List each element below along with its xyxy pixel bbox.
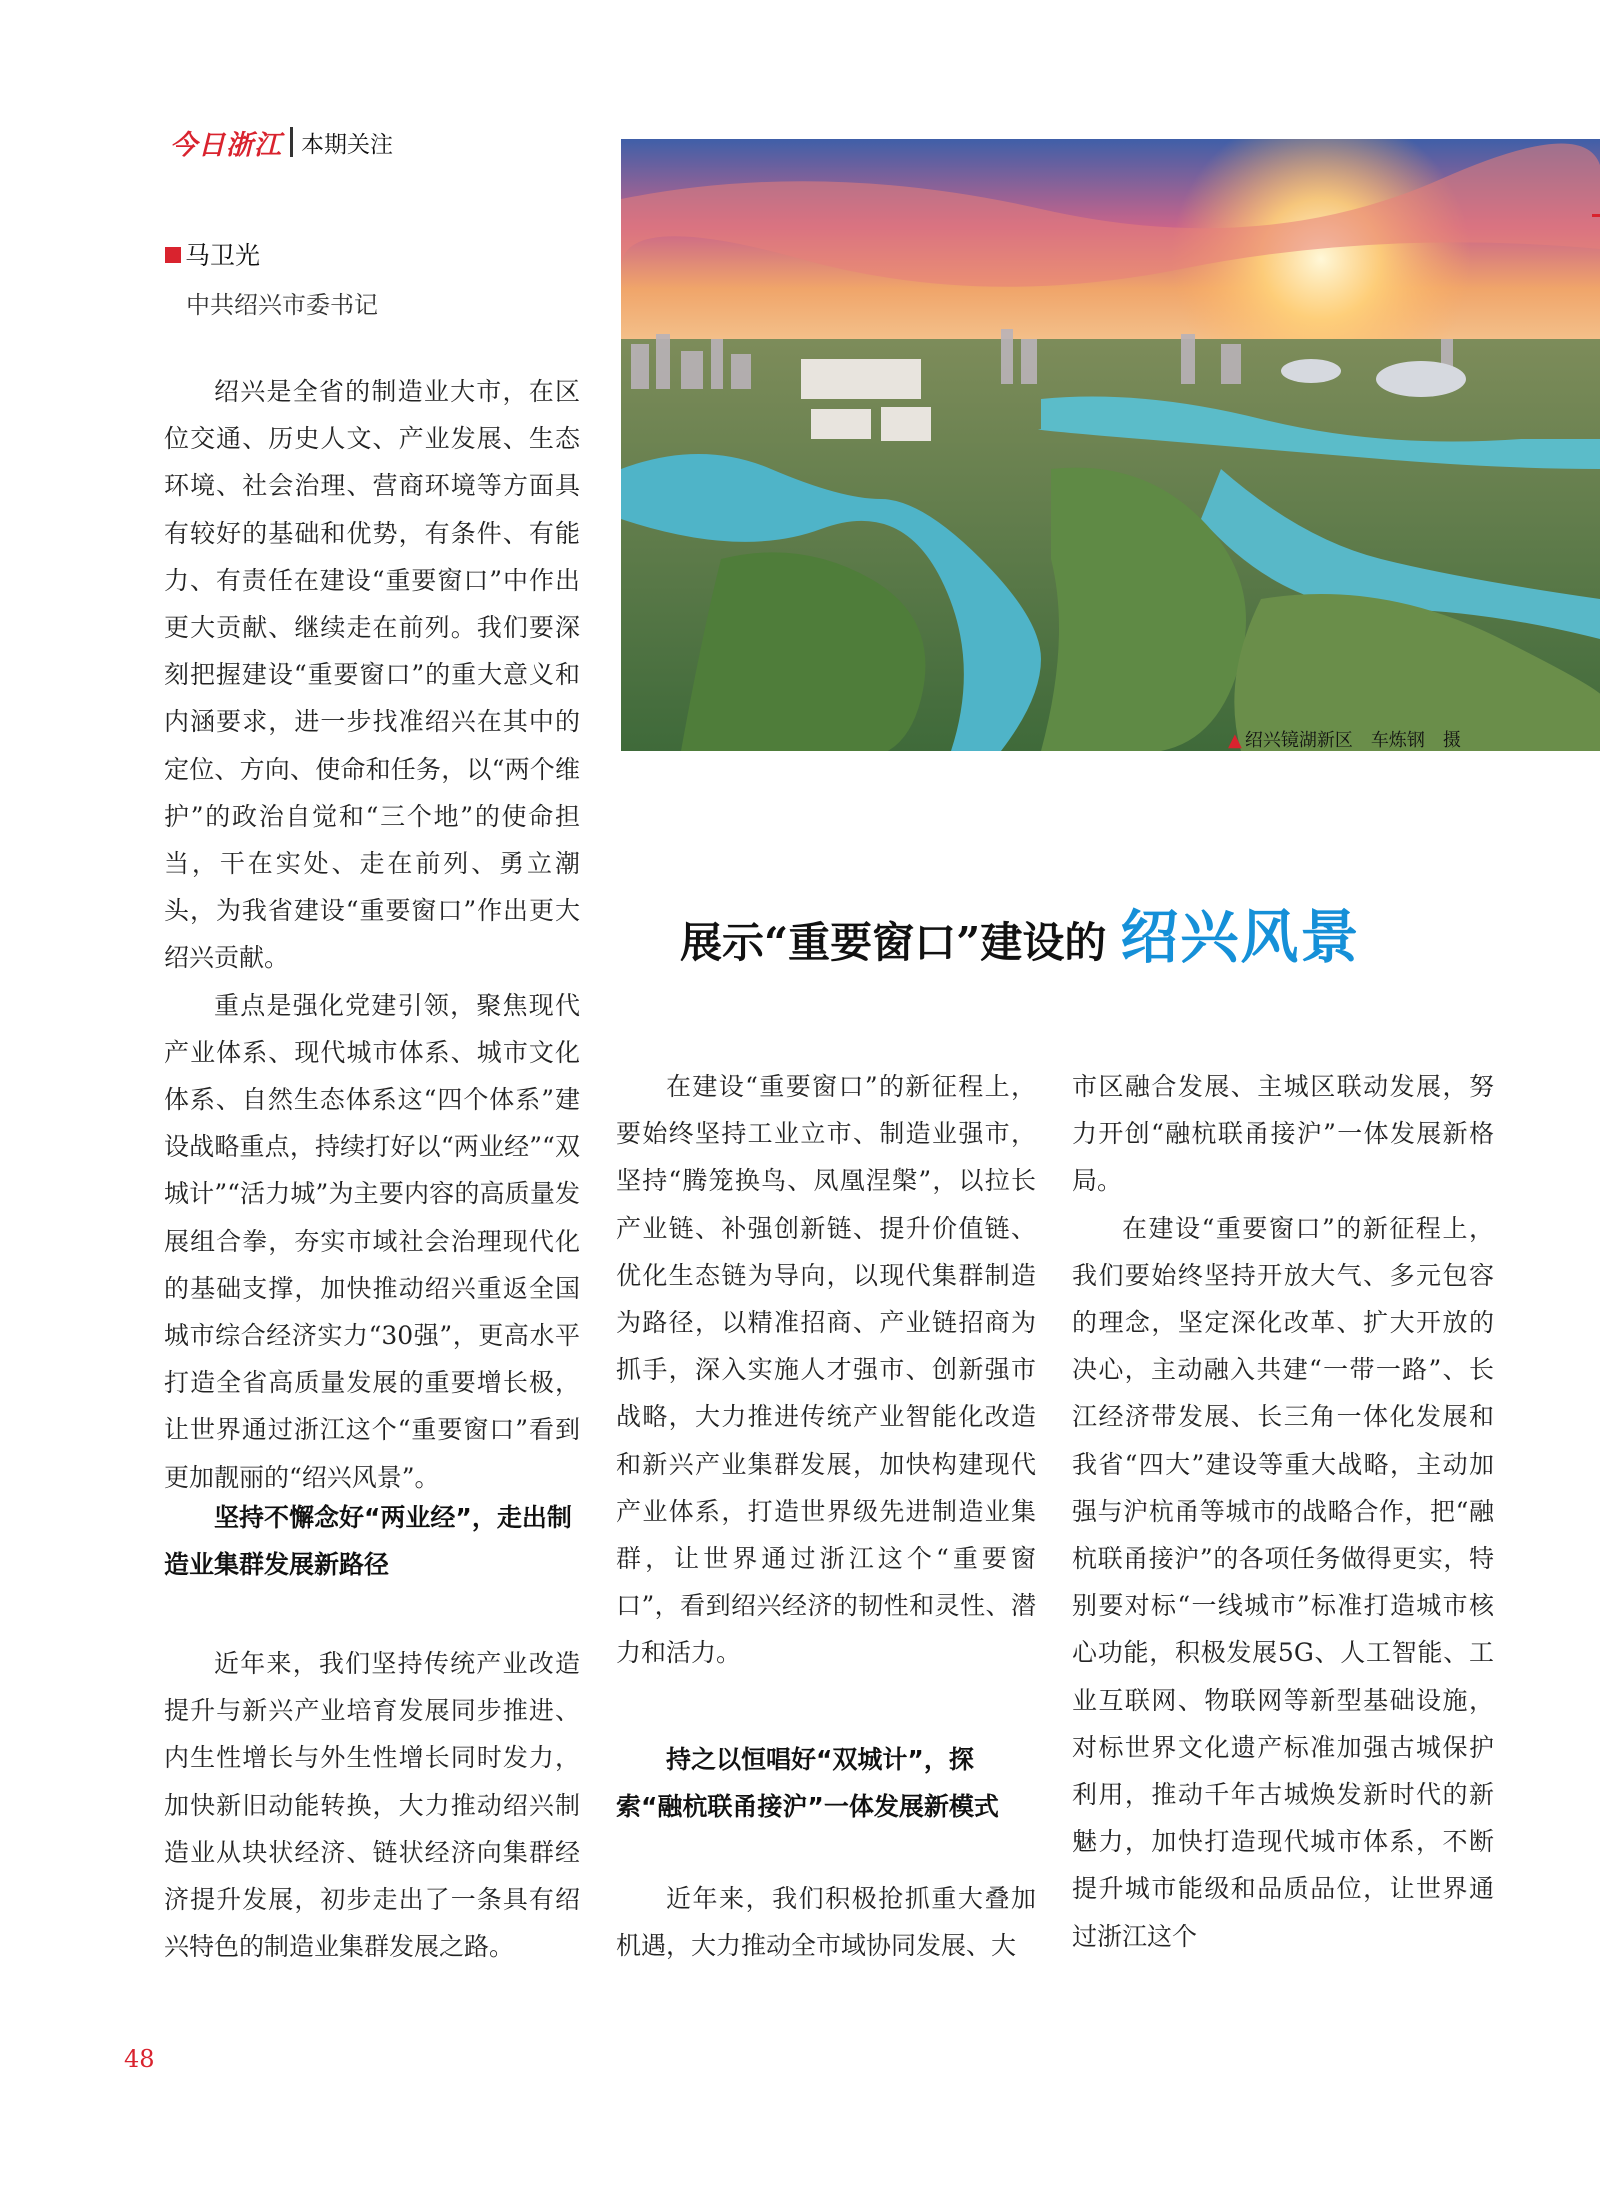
paragraph: 近年来，我们积极抢抓重大叠加机遇，大力推动全市域协同发展、大 — [616, 1884, 1036, 1961]
article-column-2-cont — [616, 1875, 1036, 1969]
article-title — [680, 890, 1360, 970]
article-column-2 — [616, 1063, 1036, 1677]
section-name: 本期关注 — [301, 131, 393, 158]
paragraph: 绍兴是全省的制造业大市，在区位交通、历史人文、产业发展、生态环境、社会治理、营商环境等方面具有较好的基础和优势，有条件、有能力、有责任在建设“重要窗口”中作出更大贡献、继续走在前列。我们要深刻把握建设“重要窗口”的重大意义和内涵要求，进一步找准绍兴在其中的定位、方向、使命和任务，以“两个维护”的政治自觉和“三个地”的使命担当，干在实处、走在前列、勇立潮头，为我省建设“重要窗口”作出更大绍兴贡献。 — [164, 377, 580, 973]
red-square-icon — [165, 247, 181, 263]
author-name-block — [165, 236, 260, 272]
page-number: 48 — [124, 2045, 155, 2073]
section-subheading: 坚持不懈念好“两业经”，走出制造业集群发展新路径 — [164, 1503, 572, 1579]
magazine-logo: 今日浙江 — [170, 129, 282, 161]
page-header — [170, 122, 393, 162]
paragraph: 在建设“重要窗口”的新征程上，我们要始终坚持开放大气、多元包容的理念，坚定深化改革、扩大开放的决心，主动融入共建“一带一路”、长江经济带发展、长三角一体化发展和我省“四大”建设等重大战略，主动加强与沪杭甬等城市的战略合作，把“融杭联甬接沪”的各项任务做得更实，特别要对标“一线城市”标准打造城市核心功能，积极发展5G、人工智能、工业互联网、物联网等新型基础设施，对标世界文化遗产标准加强古城保护利用，推动千年古城焕发新时代的新魅力，加快打造现代城市体系，不断提升城市能级和品质品位，让世界通过浙江这个 — [1072, 1213, 1494, 1951]
section-subheading: 持之以恒唱好“双城计”，探索“融杭联甬接沪”一体发展新模式 — [616, 1745, 999, 1821]
paragraph: 市区融合发展、主城区联动发展，努力开创“融杭联甬接沪”一体发展新格局。 — [1072, 1072, 1494, 1196]
edge-marker — [1592, 214, 1600, 217]
paragraph: 在建设“重要窗口”的新征程上，要始终坚持工业立市、制造业强市，坚持“腾笼换鸟、凤凰涅槃”，以拉长产业链、补强创新链、提升价值链、优化生态链为导向，以现代集群制造为路径，以精准招商、产业链招商为抓手，深入实施人才强市、创新强市战略，大力推进传统产业智能化改造和新兴产业集群发展，加快构建现代产业体系，打造世界级先进制造业集群，让世界通过浙江这个“重要窗口”，看到绍兴经济的韧性和灵性、潜力和活力。 — [616, 1072, 1036, 1668]
triangle-icon: ▲ — [1228, 730, 1242, 751]
article-title-accent: 绍兴风景 — [1120, 903, 1361, 971]
photo-caption: ▲ 绍兴镜湖新区 车炼钢 摄 — [1228, 730, 1461, 751]
paragraph: 近年来，我们坚持传统产业改造提升与新兴产业培育发展同步推进、内生性增长与外生性增长同时发力，加快新旧动能转换，大力推动绍兴制造业从块状经济、链状经济向集群经济提升发展，初步走出了一条具有绍兴特色的制造业集群发展之路。 — [164, 1649, 580, 1962]
author-name: 马卫光 — [185, 241, 261, 270]
author-title: 中共绍兴市委书记 — [186, 291, 378, 319]
header-divider — [290, 127, 293, 157]
article-column-1 — [164, 368, 580, 1501]
article-column-1-cont — [164, 1640, 580, 1970]
paragraph: 重点是强化党建引领，聚焦现代产业体系、现代城市体系、城市文化体系、自然生态体系这“四个体系”建设战略重点，持续打好以“两业经”“双城计”“活力城”为主要内容的高质量发展组合拳，夯实市域社会治理现代化的基础支撑，加快推动绍兴重返全国城市综合经济实力“30强”，更高水平打造全省高质量发展的重要增长极，让世界通过浙江这个“重要窗口”看到更加靓丽的“绍兴风景”。 — [164, 990, 580, 1492]
article-title-main: 展示“重要窗口”建设的 — [680, 918, 1107, 967]
aerial-photo — [621, 139, 1600, 751]
article-column-3 — [1072, 1063, 1494, 1960]
